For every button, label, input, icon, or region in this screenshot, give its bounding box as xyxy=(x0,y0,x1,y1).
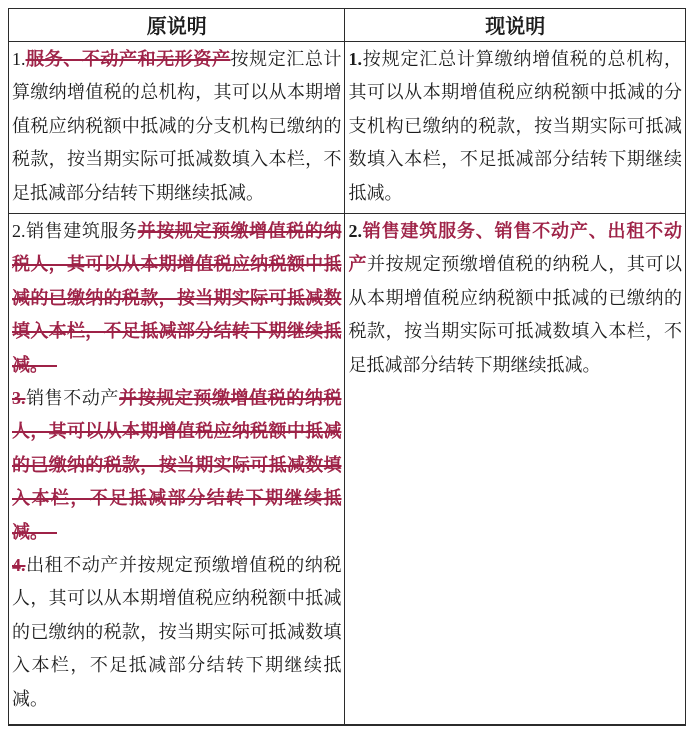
text-run: 1. xyxy=(348,49,362,69)
table-row-item-1 xyxy=(9,42,686,214)
paragraph xyxy=(12,215,341,382)
comparison-table xyxy=(8,8,686,726)
text-run: 4. xyxy=(12,555,26,576)
paragraph xyxy=(12,549,341,716)
paragraph xyxy=(12,43,341,210)
text-run: 销售建筑服务、销售不动产、出租不动产 xyxy=(348,221,682,275)
text-run: 并按规定预缴增值税的纳税人，其可以从本期增值税应纳税额中抵减的已缴纳的税款，按当期实际可抵减数填入本栏，不足抵减部分结转下期继续抵减。 xyxy=(348,254,683,375)
header-row xyxy=(9,9,686,42)
text-run: 3. xyxy=(12,388,26,409)
cell-original-items-2-3-4 xyxy=(9,214,345,725)
cell-current-item-2 xyxy=(345,214,686,725)
cell-current-item-1 xyxy=(345,42,686,214)
text-run: 2.销售建筑服务 xyxy=(12,221,138,241)
paragraph xyxy=(348,43,682,210)
text-run: 2. xyxy=(348,221,362,241)
column-header-original: 原说明 xyxy=(9,9,345,42)
text-run: 按规定汇总计算缴纳增值税的总机构，其可以从本期增值税应纳税额中抵减的分支机构已缴纳的税款，按当期实际可抵减数填入本栏，不足抵减部分结转下期继续抵减。 xyxy=(12,49,342,203)
text-run: 销售不动产 xyxy=(25,388,120,409)
column-header-current: 现说明 xyxy=(345,9,686,42)
paragraph xyxy=(12,382,341,549)
text-run: 1. xyxy=(12,49,26,69)
text-run: 按规定汇总计算缴纳增值税的总机构，其可以从本期增值税应纳税额中抵减的分支机构已缴纳的税款，按当期实际可抵减数填入本栏，不足抵减部分结转下期继续抵减。 xyxy=(348,49,682,203)
cell-original-item-1 xyxy=(9,42,345,214)
text-run: 出租不动产并按规定预缴增值税的纳税人，其可以从本期增值税应纳税额中抵减的已缴纳的税款，按当期实际可抵减数填入本栏，不足抵减部分结转下期继续抵减。 xyxy=(12,555,342,709)
text-run: 并按规定预缴增值税的纳税人，其可以从本期增值税应纳税额中抵减的已缴纳的税款，按当期实际可抵减数填入本栏，不足抵减部分结转下期继续抵减。 xyxy=(12,388,342,542)
text-run: 并按规定预缴增值税的纳税人，其可以从本期增值税应纳税额中抵减的已缴纳的税款，按当期实际可抵减数填入本栏，不足抵减部分结转下期继续抵减。 xyxy=(12,221,342,375)
table-row-items-2-4 xyxy=(9,214,686,725)
paragraph xyxy=(348,215,682,382)
text-run: 服务、不动产和无形资产 xyxy=(25,49,231,69)
